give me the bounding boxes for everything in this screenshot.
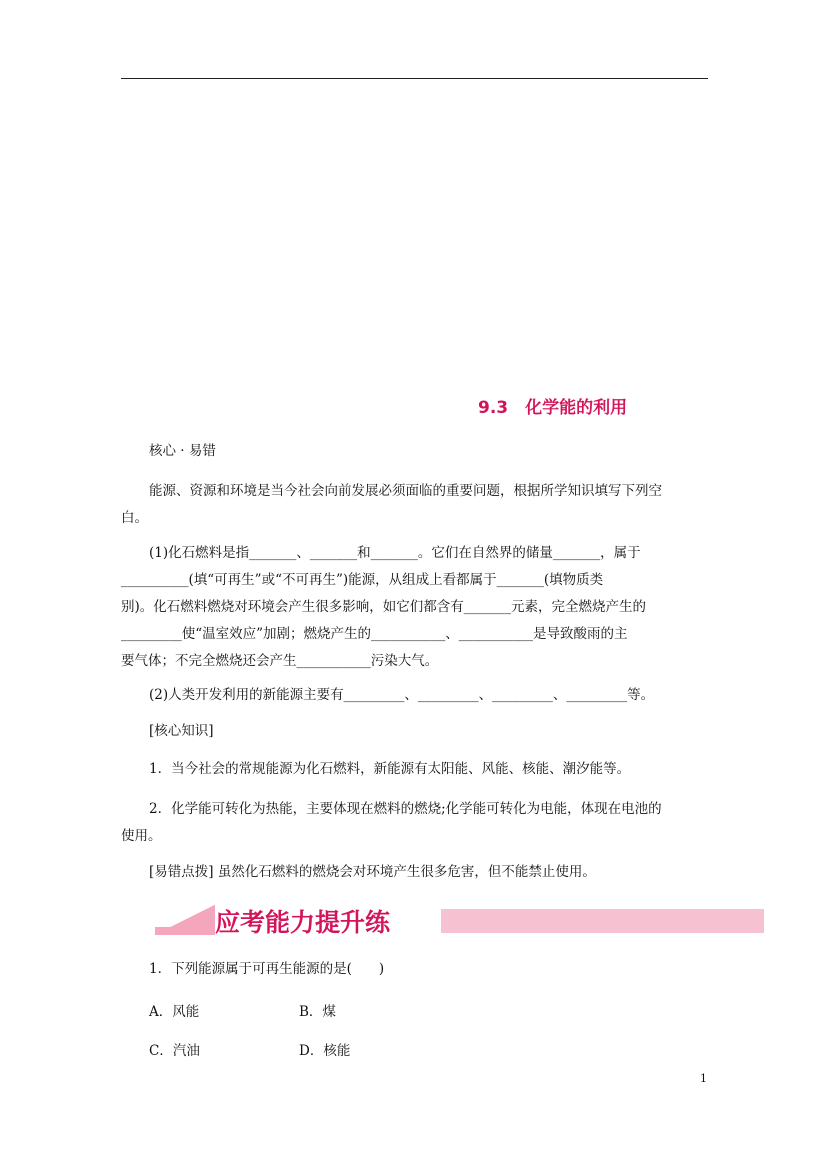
q1-line: (1)化石燃料是指_______、_______和_______。它们在自然界的储量_______，属于 [149,545,641,561]
section-label: 核心 · 易错 [149,443,216,459]
q1-line: __________(填“可再生”或“不可再生”)能源，从组成上看都属于_______(填物质类 [121,572,604,588]
option-c: C．汽油 [149,1043,200,1059]
q1-line: 别)。化石燃料燃烧对环境会产生很多影响，如它们都含有_______元素，完全燃烧产生的 [121,599,647,615]
error-tip: [易错点拨] 虽然化石燃料的燃烧会对环境产生很多危害，但不能禁止使用。 [149,864,596,880]
page-number: 1 [700,1072,707,1085]
option-b: B．煤 [299,1004,336,1020]
intro-line: 能源、资源和环境是当今社会向前发展必须面临的重要问题，根据所学知识填写下列空 [149,483,662,499]
question-2: (2)人类开发利用的新能源主要有_________、_________、_________、_________等。 [149,687,655,703]
banner-label: 应考能力提升练 [215,908,391,937]
header-rule [121,78,708,79]
page-title: 9.3 化学能的利用 [478,398,628,418]
core-knowledge-2 [121,796,709,850]
section-banner [155,905,764,935]
option-a: A．风能 [149,1004,200,1020]
q1-line: 要气体；不完全燃烧还会产生___________污染大气。 [121,653,439,669]
intro-line: 白。 [121,510,148,526]
q1-line: _________使“温室效应”加剧；燃烧产生的___________、___________是导致酸雨的主 [121,626,628,642]
core2-line: 使用。 [121,828,162,844]
banner-base [155,927,215,935]
option-d: D．核能 [299,1043,351,1059]
core-knowledge-1: 1．当今社会的常规能源为化石燃料，新能源有太阳能、风能、核能、潮汐能等。 [149,761,631,777]
core2-line: 2．化学能可转化为热能，主要体现在燃料的燃烧;化学能可转化为电能，体现在电池的 [149,801,662,817]
practice-question-1: 1．下列能源属于可再生能源的是( ) [149,961,385,977]
banner-stripe [441,909,764,933]
question-1-block [121,540,709,675]
core-knowledge-label: [核心知识] [149,723,214,739]
intro-paragraph [121,478,709,532]
